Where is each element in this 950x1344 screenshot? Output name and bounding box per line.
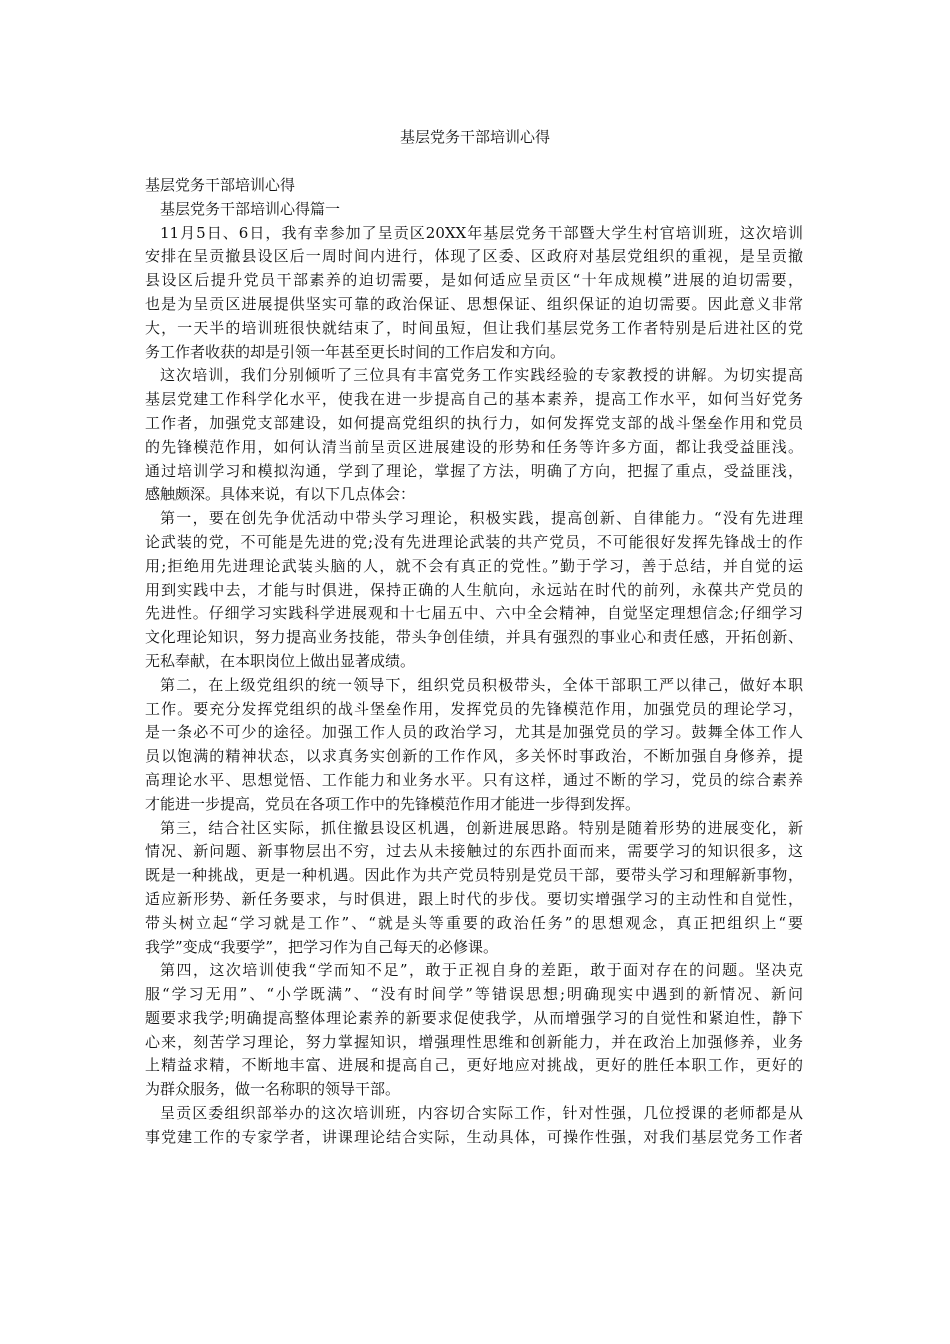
paragraph <box>145 222 803 365</box>
paragraph-line: 第二，在上级党组织的统一领导下，组织党员积极带头，全体干部职工严以律己，做好本职 <box>160 675 803 694</box>
paragraph-line: 也是为呈贡区进展提供坚实可靠的政治保证、思想保证、组织保证的迫切需要。因此意义非常 <box>145 294 803 313</box>
section-subheading: 基层党务干部培训心得篇一 <box>160 199 341 218</box>
document-title: 基层党务干部培训心得 <box>399 128 550 146</box>
paragraph-line: 基层党建工作科学化水平，使我在进一步提高自己的基本素养，提高工作水平，如何当好党务 <box>145 390 803 409</box>
paragraph-line: 题要求我学;明确提高整体理论素养的新要求促使我学，从而增强学习的自觉性和紧迫性，静下 <box>145 1008 803 1027</box>
paragraph-line: 是一条必不可少的途径。加强工作人员的政治学习，尤其是加强党员的学习。鼓舞全体工作人 <box>145 723 803 742</box>
paragraph-line: 上精益求精，不断地丰富、进展和提高自己，更好地应对挑战，更好的胜任本职工作，更好的 <box>145 1056 803 1075</box>
paragraph-line: 论武装的党，不可能是先进的党;没有先进理论武装的共产党员，不可能很好发挥先锋战士的作 <box>145 532 803 551</box>
paragraph-line: 第四，这次培训使我“学而知不足”，敢于正视自身的差距，敢于面对存在的问题。坚决克 <box>160 961 803 980</box>
paragraph-line: 第一，要在创先争优活动中带头学习理论，积极实践，提高创新、自律能力。“没有先进理 <box>160 509 803 528</box>
paragraph-line: 呈贡区委组织部举办的这次培训班，内容切合实际工作，针对性强，几位授课的老师都是从 <box>160 1104 803 1123</box>
paragraph-line: 情况、新问题、新事物层出不穷，过去从未接触过的东西扑面而来，需要学习的知识很多，这 <box>145 842 803 861</box>
paragraph-line: 带头树立起“学习就是工作”、“就是头等重要的政治任务”的思想观念，真正把组织上“要 <box>145 913 803 932</box>
paragraph-line: 先进性。仔细学习实践科学进展观和十七届五中、六中全会精神，自觉坚定理想信念;仔细学习 <box>145 604 803 623</box>
section-heading: 基层党务干部培训心得 <box>145 176 296 194</box>
paragraph <box>145 817 803 960</box>
document-body <box>145 174 803 1150</box>
paragraph-line: 工作者，加强党支部建设，如何提高党组织的执行力，如何发挥党支部的战斗堡垒作用和党员 <box>145 413 803 432</box>
paragraph-line: 无私奉献，在本职岗位上做出显著成绩。 <box>145 651 416 670</box>
paragraph-line: 为群众服务，做一名称职的领导干部。 <box>145 1080 401 1099</box>
paragraph <box>145 959 803 1102</box>
paragraph-line: 文化理论知识，努力提高业务技能，带头争创佳绩，并具有强烈的事业心和责任感，开拓创新、 <box>145 628 803 647</box>
paragraph-line: 用;拒绝用先进理论武装头脑的人，就不会有真正的党性。”勤于学习，善于总结，并自觉的运 <box>145 556 803 575</box>
paragraph <box>145 1102 803 1150</box>
paragraph-line: 安排在呈贡撤县设区后一周时间内进行，体现了区委、区政府对基层党组织的重视，是呈贡撤 <box>145 247 803 266</box>
paragraph-line: 用到实践中去，才能与时俱进，保持正确的人生航向，永远站在时代的前列，永葆共产党员的 <box>145 580 803 599</box>
paragraphs <box>145 222 803 1150</box>
paragraph-line: 既是一种挑战，更是一种机遇。因此作为共产党员特别是党员干部，要带头学习和理解新事物， <box>145 866 803 885</box>
paragraph-line: 我学”变成“我要学”，把学习作为自己每天的必修课。 <box>145 937 499 956</box>
paragraph-line: 通过培训学习和模拟沟通，学到了理论，掌握了方法，明确了方向，把握了重点，受益匪浅， <box>145 461 803 480</box>
paragraph <box>145 507 803 674</box>
paragraph-line: 这次培训，我们分别倾听了三位具有丰富党务工作实践经验的专家教授的讲解。为切实提高 <box>160 366 803 385</box>
paragraph-line: 才能进一步提高，党员在各项工作中的先锋模范作用才能进一步得到发挥。 <box>145 794 641 813</box>
paragraph-line: 务工作者收获的却是引领一年甚至更长时间的工作启发和方向。 <box>145 342 566 361</box>
paragraph-line: 11月5日、6日，我有幸参加了呈贡区20XX年基层党务干部暨大学生村官培训班，这次培训 <box>160 223 803 242</box>
paragraph-line: 大，一天半的培训班很快就结束了，时间虽短，但让我们基层党务工作者特别是后进社区的党 <box>145 318 803 337</box>
paragraph-line: 工作。要充分发挥党组织的战斗堡垒作用，发挥党员的先锋模范作用，加强党员的理论学习， <box>145 699 803 718</box>
paragraph-line: 的先锋模范作用，如何认清当前呈贡区进展建设的形势和任务等许多方面，都让我受益匪浅。 <box>145 437 803 456</box>
paragraph-line: 员以饱满的精神状态，以求真务实创新的工作作风，多关怀时事政治，不断加强自身修养，提 <box>145 747 803 766</box>
paragraph-line: 心来，刻苦学习理论，努力掌握知识，增强理性思维和创新能力，并在政治上加强修养，业务 <box>145 1032 803 1051</box>
paragraph-line: 第三，结合社区实际，抓住撤县设区机遇，创新进展思路。特别是随着形势的进展变化，新 <box>160 818 803 837</box>
paragraph-line: 县设区后提升党员干部素养的迫切需要，是如何适应呈贡区“十年成规模”进展的迫切需要， <box>145 271 803 290</box>
paragraph <box>145 674 803 817</box>
paragraph-line: 事党建工作的专家学者，讲课理论结合实际，生动具体，可操作性强，对我们基层党务工作者 <box>145 1127 803 1146</box>
paragraph-line: 高理论水平、思想觉悟、工作能力和业务水平。只有这样，通过不断的学习，党员的综合素养 <box>145 770 803 789</box>
paragraph <box>145 364 803 507</box>
paragraph-line: 适应新形势、新任务要求，与时俱进，跟上时代的步伐。要切实增强学习的主动性和自觉性， <box>145 889 803 908</box>
paragraph-line: 感触颇深。具体来说，有以下几点体会： <box>145 485 416 504</box>
paragraph-line: 服“学习无用”、“小学既满”、“没有时间学”等错误思想;明确现实中遇到的新情况、新问 <box>145 985 803 1004</box>
